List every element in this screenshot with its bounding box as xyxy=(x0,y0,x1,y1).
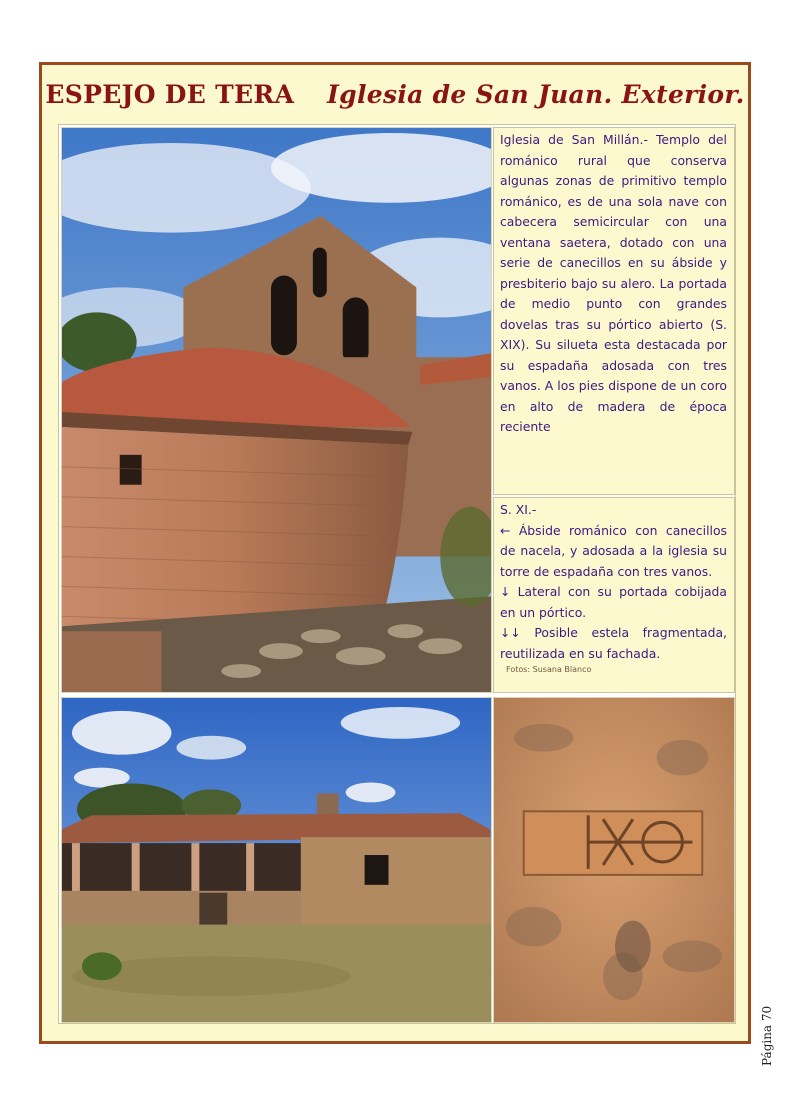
description-box xyxy=(493,127,735,495)
church-portico-image xyxy=(62,698,491,1022)
caption-apse: ← Ábside románico con canecillos de nacela, y adosada a la iglesia su torre de espadaña con tres vanos. xyxy=(500,522,727,579)
content-grid xyxy=(58,124,736,1024)
captions-box xyxy=(493,497,735,693)
carved-stele-image xyxy=(494,698,734,1022)
page-number: Página 70 xyxy=(760,1005,774,1066)
caption-stele: ↓↓ Posible estela fragmentada, reutilizada en su fachada. xyxy=(500,625,727,661)
title-subject: Iglesia de San Juan. Exterior. xyxy=(327,80,745,109)
caption-period: S. XI.- xyxy=(500,502,537,517)
page-title xyxy=(39,80,751,109)
title-place: ESPEJO DE TERA xyxy=(45,80,295,109)
apse-photo xyxy=(61,127,492,693)
stele-photo xyxy=(493,697,735,1023)
photo-credit: Fotos: Susana Blanco xyxy=(506,665,592,674)
church-apse-image xyxy=(62,128,491,692)
caption-portico: ↓ Lateral con su portada cobijada en un pórtico. xyxy=(500,584,727,620)
description-text: Iglesia de San Millán.- Templo del románico rural que conserva algunas zonas de primitivo templo románico, es de una sola nave con cabecera semicircular con una ventana saetera, dotado con una serie de canecillos en su ábside y presbiterio bajo su alero. La portada de medio punto con grandes dovelas tras su pórtico abierto (S. XIX). Su silueta esta destacada por su espadaña adosada con tres vanos. A los pies dispone de un coro en alto de madera de época reciente xyxy=(500,132,727,434)
portico-photo xyxy=(61,697,492,1023)
